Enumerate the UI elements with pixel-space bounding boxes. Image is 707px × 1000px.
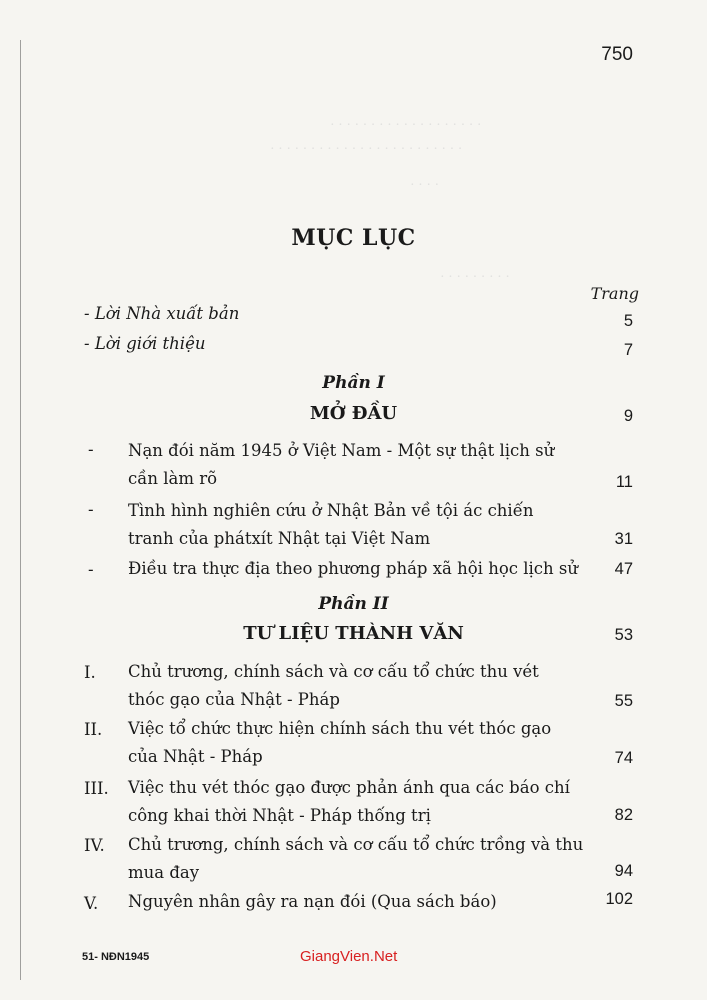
toc-entry-line: của Nhật - Pháp [128,747,263,766]
page-number: 750 [601,44,633,65]
toc-page-number: 53 [614,626,633,644]
bleed-through-text: · · · · · · · · · [440,270,510,285]
toc-entry [128,774,570,830]
toc-entry [128,888,497,916]
toc-entry-line: thóc gạo của Nhật - Pháp [128,690,340,709]
toc-entry-line: Điều tra thực địa theo phương pháp xã hội học lịch sử [128,559,579,578]
toc-entry [128,497,534,553]
toc-entry-line: tranh của phátxít Nhật tại Việt Nam [128,529,431,548]
toc-entry-marker: V. [84,894,99,913]
toc-page-number: 7 [623,341,633,359]
toc-page-number: 55 [614,692,633,710]
page-title: MỤC LỤC [291,225,416,251]
toc-page-number: 102 [605,890,633,908]
part-label: Phần II [318,594,389,614]
part-title: TƯ LIỆU THÀNH VĂN [243,623,464,644]
toc-page-number: 82 [614,806,633,824]
toc-entry-marker: III. [84,779,109,798]
footer-code: 51- NĐN1945 [82,951,150,963]
toc-entry-marker: - [88,560,94,579]
toc-page-number: 74 [614,749,633,767]
page-column-label: Trang [590,284,639,303]
toc-entry-line: Chủ trương, chính sách và cơ cấu tổ chức trồng và thu [128,835,584,854]
toc-entry-line: cần làm rõ [128,469,218,488]
toc-entry-introduction: - Lời giới thiệu [84,334,206,353]
toc-page-number: 31 [614,530,633,548]
toc-entry [128,437,554,493]
toc-entry-marker: - [88,500,94,519]
toc-page-number: 5 [623,312,633,330]
toc-page-number: 9 [623,407,633,425]
toc-entry [128,555,578,583]
toc-entry-line: Chủ trương, chính sách và cơ cấu tổ chức thu vét [128,662,539,681]
bleed-through-text: · · · · · · · · · · · · · · · · · · · [330,118,482,133]
toc-entry-line: Việc tổ chức thực hiện chính sách thu vét thóc gạo [128,719,552,738]
page-left-edge [20,40,21,980]
toc-entry [128,831,583,887]
toc-entry-line: Việc thu vét thóc gạo được phản ánh qua các báo chí [128,778,570,797]
toc-page-number: 11 [615,473,633,491]
toc-entry-marker: II. [84,720,103,739]
part-title: MỞ ĐẦU [309,403,398,424]
toc-entry-line: mua đay [128,863,200,882]
toc-entry-marker: - [88,440,94,459]
toc-entry-line: Tình hình nghiên cứu ở Nhật Bản về tội ác chiến [128,501,534,520]
bleed-through-text: · · · · · · · · · · · · · · · · · · · · · · · · [270,142,463,157]
toc-entry [128,715,551,771]
toc-entry-line: Nguyên nhân gây ra nạn đói (Qua sách báo) [128,892,497,911]
toc-entry-line: công khai thời Nhật - Pháp thống trị [128,806,431,825]
toc-entry-marker: I. [84,663,96,682]
toc-entry-line: Nạn đói năm 1945 ở Việt Nam - Một sự thật lịch sử [128,441,555,460]
toc-entry-marker: IV. [84,836,105,855]
bleed-through-text: · · · · [410,178,440,193]
toc-entry [128,658,539,714]
watermark: GiangVien.Net [300,948,398,965]
toc-page-number: 47 [614,560,633,578]
toc-page-number: 94 [614,862,633,880]
toc-entry-publisher-note: - Lời Nhà xuất bản [84,304,240,323]
part-label: Phần I [322,373,385,393]
